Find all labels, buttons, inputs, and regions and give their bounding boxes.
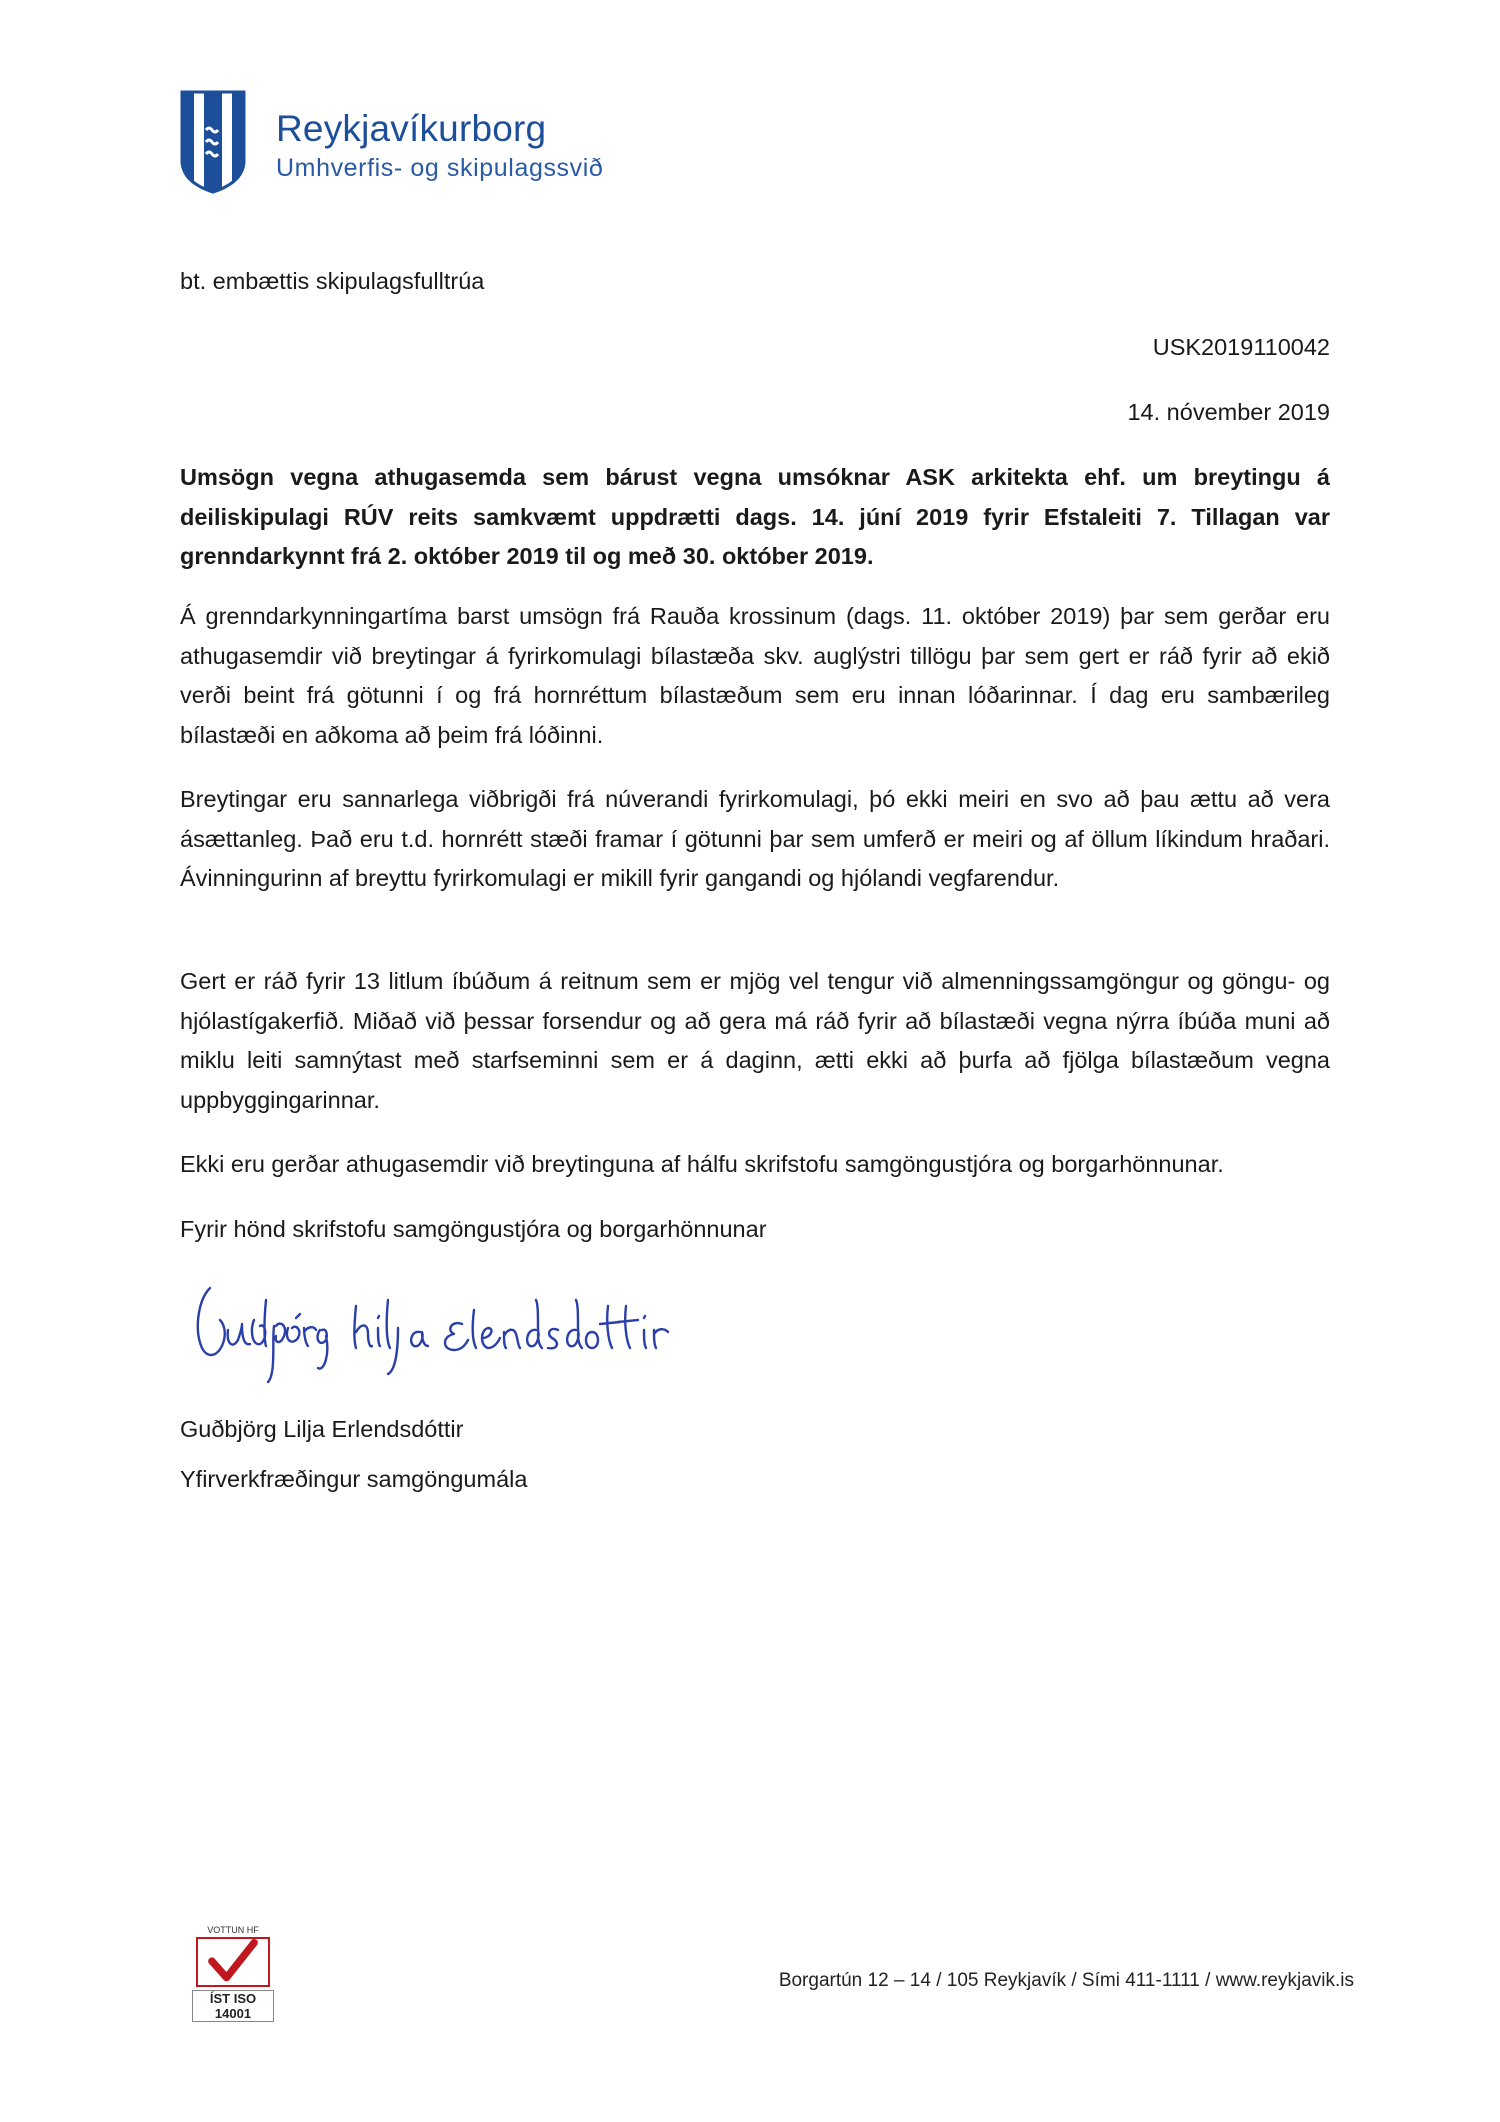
certification-top-text: VOTTUN HF xyxy=(207,1925,259,1935)
body-paragraph: Á grenndarkynningartíma barst umsögn frá Rauða krossinum (dags. 11. október 2019) þar sem gerðar eru athugasemdir við breytingar á fyrirkomulagi bílastæða skv. auglýstri tillögu þar sem gert er ráð fyrir að ekið verði beint frá götunni í og frá hornréttum bílastæðum sem eru innan lóðarinnar. Í dag eru sambærileg bílastæði en aðkoma að þeim frá lóðinni. xyxy=(180,603,1330,748)
footer-address: Borgartún 12 – 14 / 105 Reykjavík / Sími 411-1111 / www.reykjavik.is xyxy=(778,1970,1354,1991)
checkmark-icon xyxy=(198,1939,268,1985)
signoff: Fyrir hönd skrifstofu samgöngustjóra og borgarhönnunar xyxy=(180,1216,767,1242)
iso-certification-logo xyxy=(192,1925,274,2021)
case-number: USK2019110042 xyxy=(1152,334,1330,360)
organization-name: Reykjavíkurborg xyxy=(276,108,547,149)
body-paragraph: Breytingar eru sannarlega viðbrigði frá núverandi fyrirkomulagi, þó ekki meiri en svo að þau ættu að vera ásættanleg. Það eru t.d. hornrétt stæði framar í götunni þar sem umferð er meiri og af öllum líkindum hraðari. Ávinningurinn af breyttu fyrirkomulagi er mikill fyrir gangandi og hjólandi vegfarendur. xyxy=(180,786,1330,891)
letterhead xyxy=(180,90,680,200)
certification-box xyxy=(196,1937,270,1987)
reykjavik-crest-icon xyxy=(180,90,246,194)
addressee: bt. embættis skipulagsfulltrúa xyxy=(180,268,485,294)
certification-bottom-text: ÍST ISO 14001 xyxy=(192,1990,274,2022)
department-name: Umhverfis- og skipulagssvið xyxy=(276,154,604,182)
signer-title: Yfirverkfræðingur samgöngumála xyxy=(180,1466,528,1492)
letter-date: 14. nóvember 2019 xyxy=(1127,399,1330,425)
body-paragraph: Gert er ráð fyrir 13 litlum íbúðum á reitnum sem er mjög vel tengur við almenningssamgöngur og göngu- og hjólastígakerfið. Miðað við þessar forsendur og að gera má ráð fyrir að bílastæði vegna nýrra íbúða muni að miklu leiti samnýtast með starfseminni sem er á daginn, ætti ekki að þurfa að fjölga bílastæðum vegna uppbyggingarinnar. xyxy=(180,968,1330,1113)
handwritten-signature xyxy=(180,1270,680,1400)
letter-subject: Umsögn vegna athugasemda sem bárust vegna umsóknar ASK arkitekta ehf. um breytingu á deiliskipulagi RÚV reits samkvæmt uppdrætti dags. 14. júní 2019 fyrir Efstaleiti 7. Tillagan var grenndarkynnt frá 2. október 2019 til og með 30. október 2019. xyxy=(180,464,1330,569)
signer-name: Guðbjörg Lilja Erlendsdóttir xyxy=(180,1416,464,1442)
body-paragraph: Ekki eru gerðar athugasemdir við breytinguna af hálfu skrifstofu samgöngustjóra og borgarhönnunar. xyxy=(180,1151,1224,1177)
